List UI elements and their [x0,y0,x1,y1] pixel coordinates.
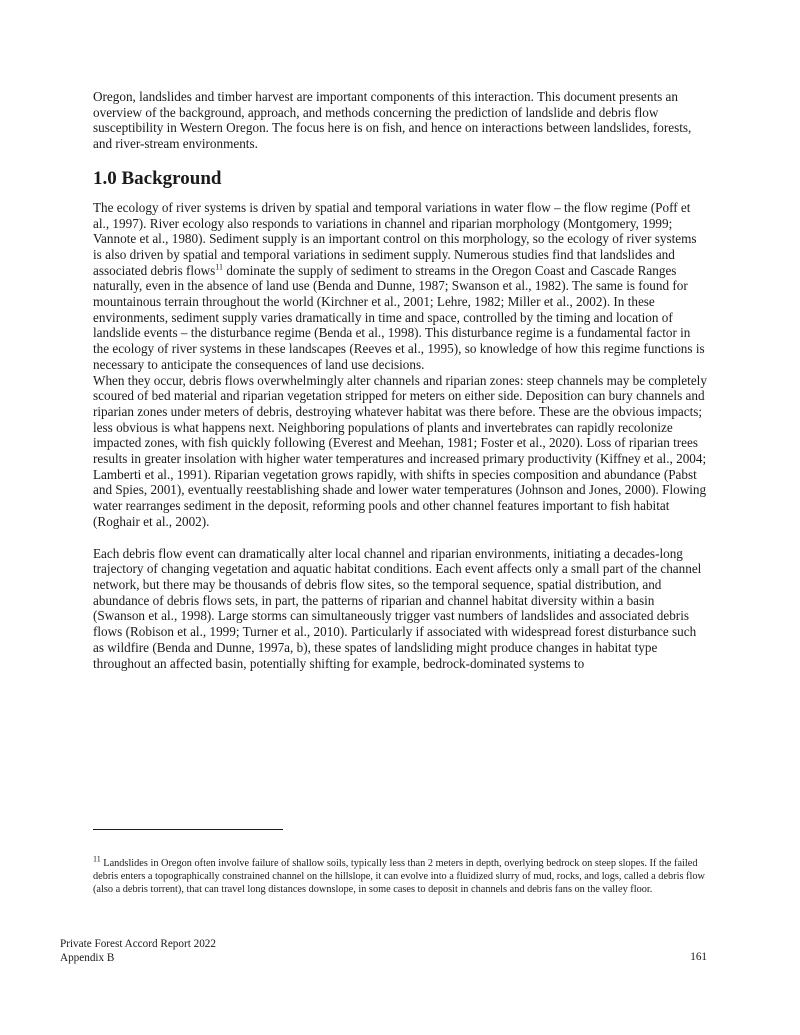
background-paragraph-2: When they occur, debris flows overwhelmingly alter channels and riparian zones: steep channels may be completely scoured of bed material and riparian vegetation stripped for meters on either side. Deposition can bury channels and riparian zones under meters of debris, destroying whatever habitat was there before. These are the obvious impacts; less obvious is what happens next. Neighboring populations of plants and invertebrates can rapidly recolonize impacted zones, with fish quickly following (Everest and Meehan, 1981; Foster et al., 2020). Loss of riparian trees results in greater insolation with higher water temperatures and increased primary productivity (Kiffney et al., 2004; Lamberti et al., 1991). Riparian vegetation grows rapidly, with shifts in species composition and abundance (Pabst and Spies, 2001), eventually reestablishing shade and lower water temperatures (Johnson and Jones, 2000). Flowing water rearranges sediment in the deposit, reforming pools and other channel features important to fish habitat (Roghair et al., 2002). [93,372,707,529]
paragraph-1-text-a: The ecology of river systems is driven by spatial and temporal variations in water flow – the flow regime (Poff et al., 1997). River ecology also responds to variations in channel and riparian morphology (Montgomery, 1999; Vannote et al., 1980). Sediment supply is an important control on this morphology, so the ecology of river systems is also driven by spatial and temporal variations in sediment supply. Numerous studies find that landslides and associated debris flows [93,199,697,278]
intro-paragraph: Oregon, landslides and timber harvest are important components of this interaction. This document presents an overview of the background, approach, and methods concerning the prediction of landslide and debris flow susceptibility in Western Oregon. The focus here is on fish, and hence on interactions between landslides, forests, and river-stream environments. [93,89,692,152]
footnote-number: 11 [93,854,101,864]
footnote-text: Landslides in Oregon often involve failure of shallow soils, typically less than 2 meters in depth, overlying bedrock on steep slopes. If the failed debris enters a topographically constrained channel on the hillslope, it can evolve into a fluidized slurry of mud, rocks, and logs, called a debris flow (also a debris torrent), that can travel long distances downslope, in some cases to deposit in channels and debris fans on the valley floor. [93,858,705,895]
footer-report-title: Private Forest Accord Report 2022 [60,938,216,950]
background-paragraph-3: Each debris flow event can dramatically alter local channel and riparian environments, initiating a decades-long trajectory of changing vegetation and aquatic habitat conditions. Each event affects only a small part of the channel network, but there may be thousands of debris flow sites, so the temporal sequence, spatial distribution, and abundance of debris flows sets, in part, the patterns of riparian and channel habitat diversity within a basin (Swanson et al., 1998). Large storms can simultaneously trigger vast numbers of landslides and associated debris flows (Robison et al., 1999; Turner et al., 2010). Particularly if associated with widespread forest disturbance such as wildfire (Benda and Dunne, 1997a, b), these spates of landsliding might produce changes in habitat type throughout an affected basin, potentially shifting for example, bedrock-dominated systems to [93,545,702,671]
main-content [93,89,707,671]
footnote [93,854,707,896]
footer-report-info [60,938,216,965]
footnote-divider [93,829,283,830]
footer-appendix: Appendix B [60,951,115,964]
section-heading: 1.0 Background [93,167,222,189]
page-number: 161 [690,951,707,963]
background-paragraph-1 [93,200,707,373]
paragraph-1-text-b: dominate the supply of sediment to streams in the Oregon Coast and Cascade Ranges naturally, even in the absence of land use (Benda and Dunne, 1987; Swanson et al., 1982). The same is found for mountainous terrain throughout the world (Kirchner et al., 2001; Lehre, 1982; Miller et al., 2002). In these environments, sediment supply varies dramatically in time and space, controlled by the timing and location of landslide events – the disturbance regime (Benda et al., 1998). This disturbance regime is a fundamental factor in the ecology of river systems in these landscapes (Reeves et al., 1995), so knowledge of how this regime functions is necessary to anticipate the consequences of land use decisions. [93,262,705,372]
footnote-reference[interactable]: 11 [215,262,224,272]
footnote-paragraph [93,854,707,896]
